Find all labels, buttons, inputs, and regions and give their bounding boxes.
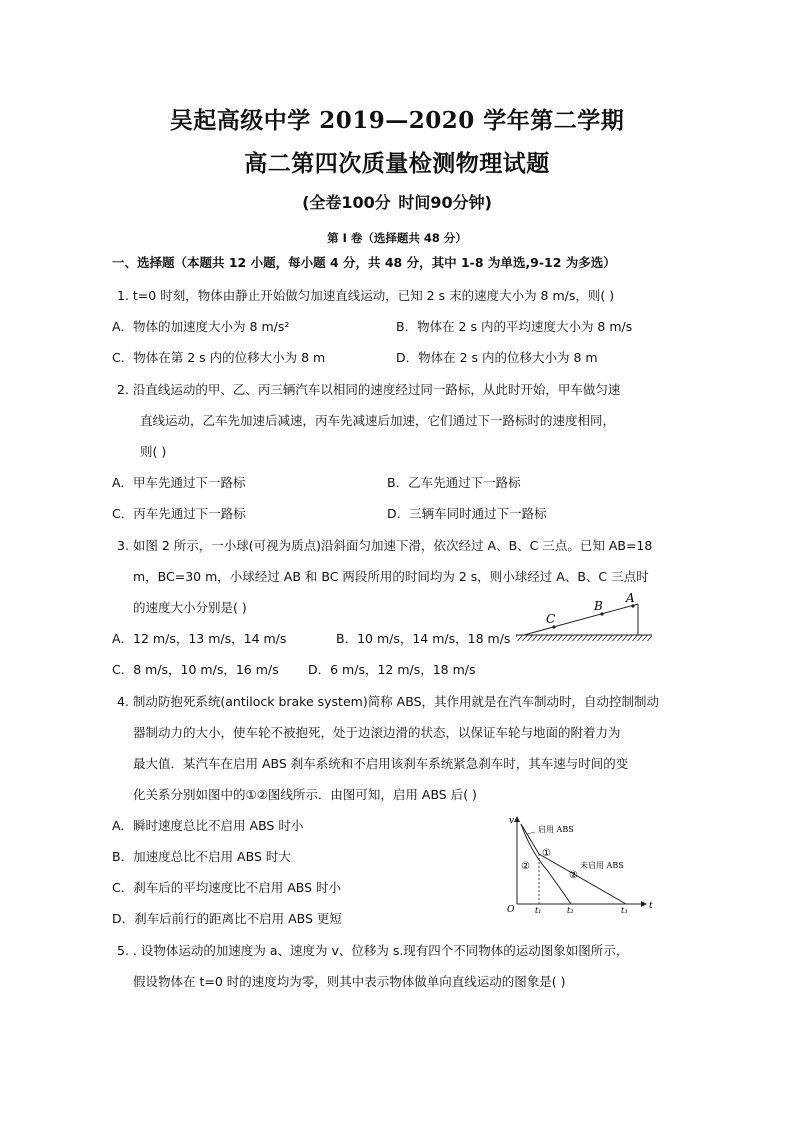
q4-stem-line2: 器制动力的大小，使车轮不被抱死，处于边滚边滑的状态，以保证车轮与地面的附着力为 <box>133 725 621 740</box>
incline-surface <box>524 604 638 635</box>
origin-label: O <box>507 905 515 914</box>
q2-stem-line1: 2. 沿直线运动的甲、乙、丙三辆汽车以相同的速度经过同一路标，从此时开始，甲车做匀速 <box>117 382 621 397</box>
q4-option-c: C．刹车后的平均速度比不启用 ABS 时小 <box>112 880 342 895</box>
q4-option-d: D．刹车后前行的距离比不启用 ABS 更短 <box>112 911 342 926</box>
q3-stem-line3: 的速度大小分别是( ) <box>133 600 247 615</box>
q3-stem-line2: m，BC=30 m，小球经过 AB 和 BC 两段所用的时间均为 2 s，则小球经过 A、B、C 三点时 <box>133 569 649 584</box>
label-a: A <box>626 591 635 605</box>
q4-stem-line4: 化关系分别如图中的①②图线所示．由图可知，启用 ABS 后( ) <box>133 787 477 802</box>
q4-stem-line3: 最大值．某汽车在启用 ABS 刹车系统和不启用该刹车系统紧急刹车时，其车速与时间的变 <box>133 756 629 771</box>
q5-stem-line1: 5. . 设物体运动的加速度为 a、速度为 v、位移为 s.现有四个不同物体的运动图象如图所示， <box>117 943 629 958</box>
label-b: B <box>594 599 603 613</box>
q3-stem-line1: 3. 如图 2 所示，一小球(可视为质点)沿斜面匀加速下滑，依次经过 A、B、C 三点。已知 AB=18 <box>117 538 653 553</box>
v-axis-label: v <box>509 816 515 826</box>
abs-on-pointer <box>527 832 535 834</box>
q2-option-a: A．甲车先通过下一路标 <box>112 475 246 490</box>
t-axis-arrow-icon <box>641 901 647 907</box>
q4-option-a: A．瞬时速度总比不启用 ABS 时小 <box>112 818 304 833</box>
q2-option-c: C．丙车先通过下一路标 <box>112 506 246 521</box>
abs-on-label: 启用 ABS <box>538 825 574 834</box>
part-heading: 第 I 卷（选择题共 48 分） <box>327 231 467 245</box>
q5-stem-line2: 假设物体在 t=0 时的速度均为零，则其中表示物体做单向直线运动的图象是( ) <box>133 974 566 989</box>
q2-option-b: B．乙车先通过下一路标 <box>387 475 521 490</box>
incline-figure <box>510 590 660 646</box>
q2-stem-line3: 则( ) <box>140 444 167 459</box>
v-axis-arrow-icon <box>514 816 520 822</box>
curve-1-marker: ① <box>542 848 551 859</box>
q2-stem-line2: 直线运动，乙车先加速后减速，丙车先减速后加速，它们通过下一路标时的速度相同， <box>140 413 616 428</box>
q4-stem-line1: 4. 制动防抱死系统(antilock brake system)简称 ABS，其作用就是在汽车制动时，自动控制制动 <box>117 694 660 709</box>
t2-label: t₂ <box>567 906 574 914</box>
t-axis-label: t <box>649 901 653 911</box>
label-c: C <box>546 612 556 626</box>
ground-hatching <box>516 635 652 641</box>
q2-option-d: D．三辆车同时通过下一路标 <box>387 506 547 521</box>
exam-title: 吴起高级中学 2019—2020 学年第二学期 <box>169 107 625 134</box>
exam-info: (全卷100分 时间90分钟) <box>302 193 492 212</box>
curve-2-marker-left: ② <box>521 861 530 872</box>
q3-option-d: D．6 m/s，12 m/s，18 m/s <box>308 662 476 677</box>
q1-option-a: A．物体的加速度大小为 8 m/s² <box>112 319 290 334</box>
exam-subtitle: 高二第四次质量检测物理试题 <box>244 150 550 177</box>
q1-stem: 1. t=0 时刻，物体由静止开始做匀加速直线运动，已知 2 s 末的速度大小为 8 m/s，则( ) <box>117 288 615 303</box>
q1-option-b: B．物体在 2 s 内的平均速度大小为 8 m/s <box>396 319 633 334</box>
q4-option-b: B．加速度总比不启用 ABS 时大 <box>112 849 291 864</box>
q1-option-c: C．物体在第 2 s 内的位移大小为 8 m <box>112 350 326 365</box>
q1-option-d: D．物体在 2 s 内的位移大小为 8 m <box>396 350 598 365</box>
curve-2-marker-right: ② <box>569 870 578 881</box>
t1-label: t₁ <box>535 906 542 914</box>
section-heading: 一、选择题（本题共 12 小题，每小题 4 分，共 48 分，其中 1-8 为单选,9-12 为多选） <box>112 255 616 270</box>
q3-option-b: B．10 m/s，14 m/s，18 m/s <box>336 631 511 646</box>
q3-option-c: C．8 m/s，10 m/s，16 m/s <box>112 662 279 677</box>
q3-option-a: A．12 m/s，13 m/s，14 m/s <box>112 631 287 646</box>
abs-velocity-graph <box>505 812 655 914</box>
t3-label: t₃ <box>621 906 628 914</box>
abs-off-label: 未启用 ABS <box>580 861 624 870</box>
